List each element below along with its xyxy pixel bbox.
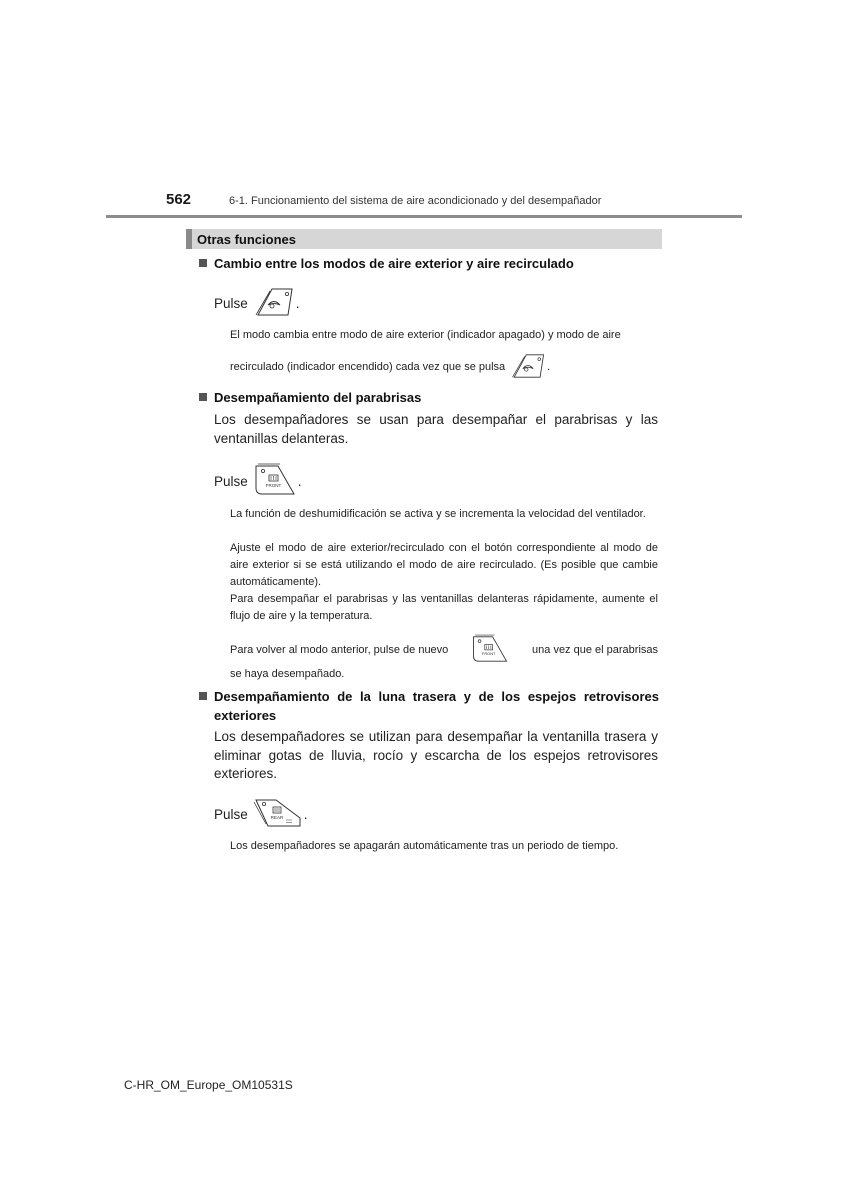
section-title-bar (186, 229, 662, 249)
page-number: 562 (166, 191, 192, 208)
svg-text:REAR: REAR (270, 814, 284, 820)
pulse-end: . (295, 295, 300, 311)
section-accent (186, 229, 192, 249)
chapter-title: 6-1. Funcionamiento del sistema de aire acondicionado y del desempañador (229, 195, 602, 207)
section-title: Otras funciones (197, 232, 296, 247)
svg-text:FRONT: FRONT (265, 482, 282, 488)
body-windshield-defog: Los desempañadores se usan para desempañar el parabrisas y las ventanillas delanteras. (214, 412, 658, 446)
heading-rear-defog: Desempañamiento de la luna trasera y de los espejos retrovisores exteriores (199, 687, 659, 706)
pulse-recirc-row (214, 288, 300, 318)
rear-defogger-button-icon (252, 796, 304, 833)
pulse-rear-row (214, 797, 308, 831)
heading-recirculation: Cambio entre los modos de aire exterior y aire recirculado (199, 254, 659, 273)
note-front-p4-line2: se haya desempañado. (230, 668, 345, 680)
note-recirc-line2: recirculado (indicador encendido) cada vez que se pulsa . (230, 352, 550, 382)
pulse-end: . (297, 473, 302, 489)
pulse-label: Pulse (214, 473, 248, 489)
pulse-label: Pulse (214, 295, 248, 311)
bullet-square-icon (199, 692, 207, 700)
header-rule (106, 215, 742, 218)
note-front-p3: Para desempañar el parabrisas y las ventanillas delanteras rápidamente, aumente el flujo de aire y la temperatura. (230, 593, 658, 622)
note-front-p2: Ajuste el modo de aire exterior/recirculado con el botón correspondiente al modo de aire exterior si se está utilizando el modo de aire recirculado. (Es posible que cambie automáticamente). (230, 542, 658, 588)
air-recirculation-button-icon (252, 287, 296, 320)
document-code: C-HR_OM_Europe_OM10531S (124, 1078, 293, 1092)
front-defogger-button-icon (252, 462, 298, 501)
pulse-end: . (303, 806, 308, 822)
note-front-p4: Para volver al modo anterior, pulse de nuevo FRONT una vez que el parabrisas (230, 634, 658, 666)
air-recirculation-button-icon (509, 352, 547, 383)
svg-text:FRONT: FRONT (482, 650, 496, 656)
bullet-square-icon (199, 393, 207, 401)
body-rear-defog: Los desempañadores se utilizan para desempañar la ventanilla trasera y eliminar gotas de lluvia, rocío y escarcha de los espejos retrovisores exteriores. (214, 729, 658, 781)
heading-windshield-defog: Desempañamiento del parabrisas (199, 388, 659, 407)
note-rear: Los desempañadores se apagarán automáticamente tras un periodo de tiempo. (230, 840, 619, 852)
bullet-square-icon (199, 259, 207, 267)
note-front-p1: La función de deshumidificación se activa y se incrementa la velocidad del ventilador. (230, 508, 646, 520)
note-recirc-line1: El modo cambia entre modo de aire exterior (indicador apagado) y modo de aire (230, 329, 621, 341)
pulse-label: Pulse (214, 806, 248, 822)
front-defogger-button-icon (470, 633, 510, 668)
pulse-front-row (214, 463, 302, 499)
